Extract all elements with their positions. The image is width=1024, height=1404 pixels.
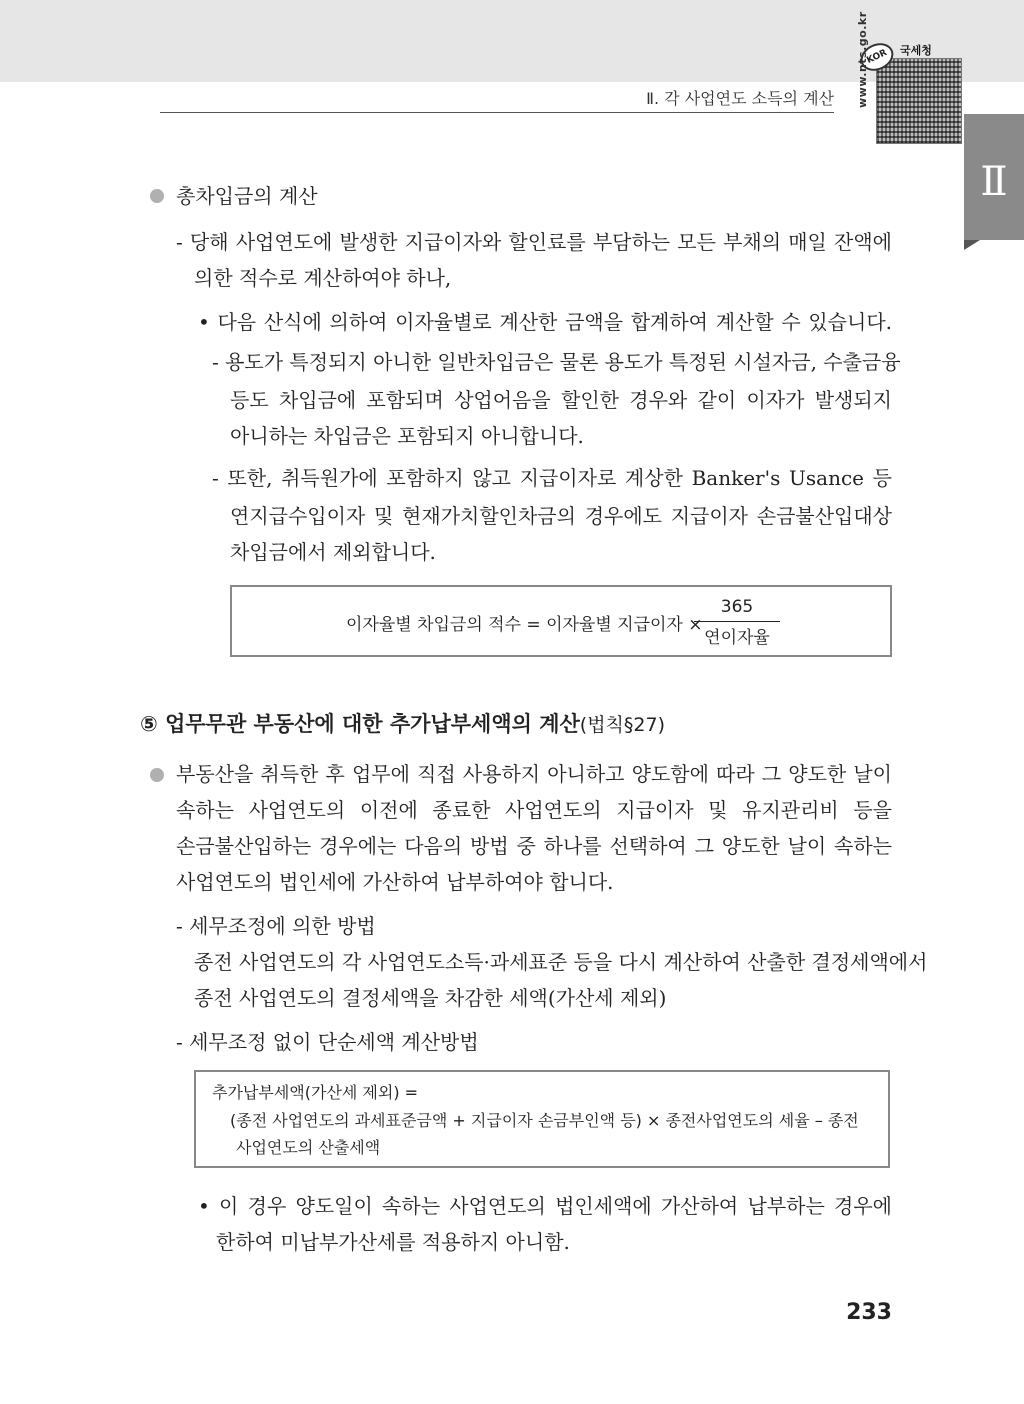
dash-line-1: - 당해 사업연도에 발생한 지급이자와 할인료를 부담하는 모든 부채의 매일 잔액에 xyxy=(176,230,892,254)
site-url: www.nts.go.kr xyxy=(856,11,869,108)
page-number: 233 xyxy=(846,1300,892,1325)
note-line-2: 한하여 미납부가산세를 적용하지 아니함. xyxy=(216,1230,570,1254)
chapter-tab: Ⅱ xyxy=(964,114,1024,240)
section-title: 업무무관 부동산에 대한 추가납부세액의 계산 xyxy=(165,712,580,736)
running-header: Ⅱ. 각 사업연도 소득의 계산 xyxy=(646,89,834,108)
method-1-line-2: 종전 사업연도의 결정세액을 차감한 세액(가산세 제외) xyxy=(194,986,667,1010)
sub2-line-2: 연지급수입이자 및 현재가치할인차금의 경우에도 지급이자 손금불산입대상 xyxy=(230,504,892,528)
dot-line-1: • 다음 산식에 의하여 이자율별로 계산한 금액을 합계하여 계산할 수 있습니다. xyxy=(198,310,892,334)
method-1-line-1: 종전 사업연도의 각 사업연도소득·과세표준 등을 다시 계산하여 산출한 결정세액에서 xyxy=(194,950,928,974)
para-line-3: 손금불산입하는 경우에는 다음의 방법 중 하나를 선택하여 그 양도한 날이 속하는 xyxy=(176,834,892,858)
para-line-4: 사업연도의 법인세에 가산하여 납부하여야 합니다. xyxy=(176,870,614,894)
dash-line-2: 의한 적수로 계산하여야 하나, xyxy=(194,266,452,290)
law-reference: (법칙§27) xyxy=(579,714,665,736)
sub2-line-1: - 또한, 취득원가에 포함하지 않고 지급이자로 계상한 Banker's Usance 등 xyxy=(212,466,892,490)
bullet-dot-icon xyxy=(150,768,164,782)
method-2-title: - 세무조정 없이 단순세액 계산방법 xyxy=(176,1030,479,1054)
formula-lhs: 이자율별 차입금의 적수 = 이자율별 지급이자 × xyxy=(346,615,703,635)
formula-box-accumulation xyxy=(230,585,892,657)
sub2-line-3: 차입금에서 제외합니다. xyxy=(230,540,436,564)
method-1-title: - 세무조정에 의한 방법 xyxy=(176,914,376,938)
section-number: ⑤ xyxy=(140,712,158,736)
formula-numerator: 365 xyxy=(720,597,754,617)
kor-logo-icon: KOR xyxy=(856,38,898,76)
formula-box-additional-tax xyxy=(194,1070,890,1168)
chapter-tab-notch xyxy=(964,240,980,250)
bullet-dot-icon xyxy=(150,189,164,203)
formula-box-line-3: 사업연도의 산출세액 xyxy=(236,1138,381,1157)
section-5-heading xyxy=(140,708,665,738)
agency-label: 국세청 xyxy=(900,44,932,57)
note-line-1: • 이 경우 양도일이 속하는 사업연도의 법인세액에 가산하여 납부하는 경우에 xyxy=(198,1194,892,1218)
para-line-1: 부동산을 취득한 후 업무에 직접 사용하지 아니하고 양도함에 따라 그 양도한 날이 xyxy=(176,762,892,786)
formula-box-line-2: (종전 사업연도의 과세표준금액 + 지급이자 손금부인액 등) × 종전사업연도의 세율 – 종전 xyxy=(230,1111,859,1130)
header-rule xyxy=(160,112,834,113)
sub1-line-3: 아니하는 차입금은 포함되지 아니합니다. xyxy=(230,424,584,448)
section-heading-total-borrowings: 총차입금의 계산 xyxy=(176,184,318,208)
formula-denominator: 연이자율 xyxy=(704,628,770,648)
para-line-2: 속하는 사업연도의 이전에 종료한 사업연도의 지급이자 및 유지관리비 등을 xyxy=(176,798,892,822)
qr-code-icon xyxy=(876,58,962,144)
sub1-line-2: 등도 차입금에 포함되며 상업어음을 할인한 경우와 같이 이자가 발생되지 xyxy=(230,388,892,412)
sub1-line-1: - 용도가 특정되지 아니한 일반차입금은 물론 용도가 특정된 시설자금, 수출금융 xyxy=(212,350,901,374)
fraction-bar xyxy=(694,621,780,622)
qr-block xyxy=(856,11,960,142)
formula-box-line-1: 추가납부세액(가산세 제외) = xyxy=(212,1083,419,1102)
